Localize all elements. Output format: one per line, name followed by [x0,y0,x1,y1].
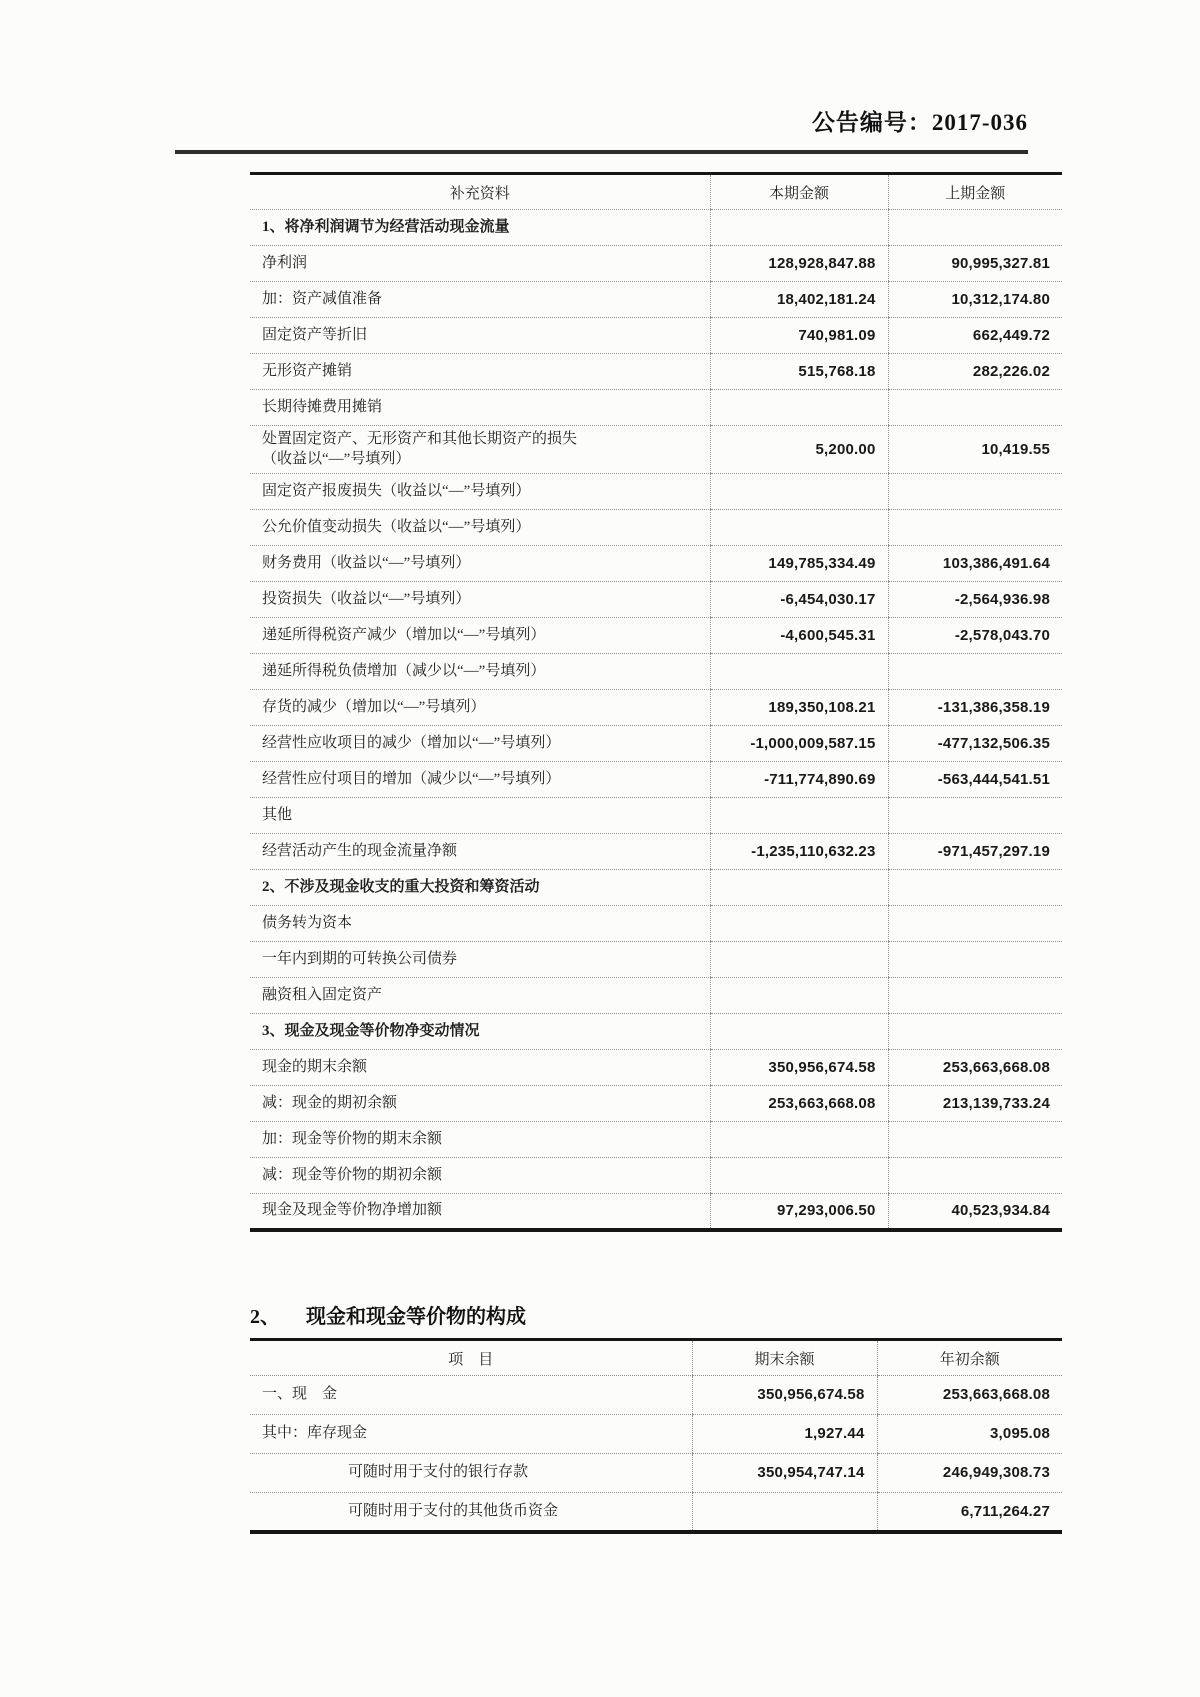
prior-amount: 282,226.02 [888,354,1062,390]
row-label [250,1122,710,1158]
table-row [250,870,1062,906]
table-header-row [250,174,1062,210]
row-label-text: 处置固定资产、无形资产和其他长期资产的损失 [262,431,578,447]
row-label-text: 一、现 金 [262,1386,338,1403]
row-label-text: 存货的减少（增加以“—”号填列） [262,698,486,715]
table-row [250,618,1062,654]
table-row [250,318,1062,354]
col-header-supplementary-info: 补充资料 [250,174,710,210]
prior-amount: 40,523,934.84 [888,1194,1062,1230]
current-amount: 350,956,674.58 [710,1050,888,1086]
current-amount [710,978,888,1014]
table-row [250,978,1062,1014]
prior-amount [888,978,1062,1014]
table-row [250,1493,1062,1532]
current-amount [710,1122,888,1158]
prior-amount: -131,386,358.19 [888,690,1062,726]
col-header-current-period-amount: 本期金额 [710,174,888,210]
prior-amount: 246,949,308.73 [877,1454,1062,1493]
table-row [250,1122,1062,1158]
prior-amount: -477,132,506.35 [888,726,1062,762]
row-label-text: 一年内到期的可转换公司债券 [262,950,458,967]
current-amount: -4,600,545.31 [710,618,888,654]
row-label [250,282,710,318]
table-row [250,510,1062,546]
current-amount [710,870,888,906]
row-label [250,1194,710,1230]
row-label [250,726,710,762]
current-amount: 149,785,334.49 [710,546,888,582]
prior-amount: -563,444,541.51 [888,762,1062,798]
current-amount: -6,454,030.17 [710,582,888,618]
row-label-text: 财务费用（收益以“—”号填列） [262,554,471,571]
table-row [250,354,1062,390]
table-row [250,546,1062,582]
current-amount: 97,293,006.50 [710,1194,888,1230]
row-label [250,654,710,690]
row-label [250,1086,710,1122]
table-row [250,798,1062,834]
row-label [250,318,710,354]
table-row [250,1376,1062,1415]
current-amount [710,906,888,942]
table-row [250,1454,1062,1493]
row-label [250,474,710,510]
col-header-prior-period-amount: 上期金额 [888,174,1062,210]
prior-amount: 90,995,327.81 [888,246,1062,282]
current-amount [710,654,888,690]
row-label-text: 可随时用于支付的其他货币资金 [348,1502,559,1519]
prior-amount: 103,386,491.64 [888,546,1062,582]
row-label-text: 投资损失（收益以“—”号填列） [262,590,471,607]
row-label-text: 加：现金等价物的期末余额 [262,1130,443,1147]
current-amount: 5,200.00 [710,426,888,474]
row-label [250,1493,692,1532]
row-label-text: 现金的期末余额 [262,1058,368,1075]
prior-amount: -971,457,297.19 [888,834,1062,870]
prior-amount [888,210,1062,246]
row-label-text: 3、现金及现金等价物净变动情况 [262,1022,480,1039]
table-row [250,1158,1062,1194]
row-label [250,798,710,834]
table-row [250,1194,1062,1230]
current-amount: 515,768.18 [710,354,888,390]
current-amount [710,1158,888,1194]
row-label-text: 融资租入固定资产 [262,986,383,1003]
table-row [250,654,1062,690]
prior-amount: 10,312,174.80 [888,282,1062,318]
prior-amount [888,474,1062,510]
row-label [250,870,710,906]
prior-amount: -2,564,936.98 [888,582,1062,618]
row-label-text: 经营活动产生的现金流量净额 [262,842,458,859]
table-row [250,690,1062,726]
row-label [250,354,710,390]
col-header-item: 项 目 [250,1340,692,1376]
row-label-text: 债务转为资本 [262,914,353,931]
announcement-number: 公告编号：2017-036 [811,110,1028,135]
row-label [250,690,710,726]
prior-amount: 6,711,264.27 [877,1493,1062,1532]
row-label-text: 递延所得税负债增加（减少以“—”号填列） [262,662,546,679]
current-amount: 253,663,668.08 [710,1086,888,1122]
row-label-text: 经营性应收项目的减少（增加以“—”号填列） [262,734,561,751]
row-label-text: 无形资产摊销 [262,362,353,379]
row-label-text: 递延所得税资产减少（增加以“—”号填列） [262,626,546,643]
row-label-text: 固定资产报废损失（收益以“—”号填列） [262,482,531,499]
row-label [250,510,710,546]
prior-amount [888,1014,1062,1050]
row-label-text: 其他 [262,806,293,823]
table-row [250,1086,1062,1122]
table-row [250,426,1062,474]
prior-amount: 662,449.72 [888,318,1062,354]
current-amount: -1,235,110,632.23 [710,834,888,870]
row-label-text: 固定资产等折旧 [262,326,368,343]
prior-amount: 253,663,668.08 [877,1376,1062,1415]
current-amount: 1,927.44 [692,1415,877,1454]
table-row [250,1014,1062,1050]
row-label [250,906,710,942]
current-amount [710,210,888,246]
row-label [250,210,710,246]
prior-amount [888,654,1062,690]
row-label [250,1454,692,1493]
current-amount: 189,350,108.21 [710,690,888,726]
section2-title: 现金和现金等价物的构成 [306,1306,526,1328]
row-label-text-line2: （收益以“—”号填列） [262,450,411,467]
current-amount [710,942,888,978]
prior-amount: 253,663,668.08 [888,1050,1062,1086]
row-label-text: 净利润 [262,254,308,271]
current-amount [692,1493,877,1532]
row-label-text: 减：现金等价物的期初余额 [262,1166,443,1183]
table-row [250,834,1062,870]
row-label [250,1158,710,1194]
cash-composition-table [250,1338,1062,1534]
current-amount [710,1014,888,1050]
current-amount: 350,954,747.14 [692,1454,877,1493]
table-row [250,246,1062,282]
table-row [250,282,1062,318]
current-amount: -711,774,890.69 [710,762,888,798]
current-amount [710,798,888,834]
prior-amount [888,906,1062,942]
table-header-row [250,1340,1062,1376]
row-label [250,546,710,582]
prior-amount [888,390,1062,426]
row-label-text: 其中：库存现金 [262,1425,368,1442]
row-label [250,1415,692,1454]
prior-amount [888,510,1062,546]
row-label [250,834,710,870]
section2-heading [250,1300,1062,1329]
row-label-text: 加：资产减值准备 [262,290,383,307]
row-label [250,1376,692,1415]
table-row [250,1050,1062,1086]
current-amount: 740,981.09 [710,318,888,354]
prior-amount: 3,095.08 [877,1415,1062,1454]
row-label [250,582,710,618]
table-row [250,474,1062,510]
section2-number: 2、 [250,1306,280,1328]
current-amount: 350,956,674.58 [692,1376,877,1415]
prior-amount: 10,419.55 [888,426,1062,474]
current-amount: 18,402,181.24 [710,282,888,318]
row-label-text: 经营性应付项目的增加（减少以“—”号填列） [262,770,561,787]
prior-amount [888,870,1062,906]
table-row [250,906,1062,942]
prior-amount: 213,139,733.24 [888,1086,1062,1122]
current-amount: 128,928,847.88 [710,246,888,282]
row-label-text: 减：现金的期初余额 [262,1094,398,1111]
row-label [250,618,710,654]
prior-amount: -2,578,043.70 [888,618,1062,654]
table-row [250,762,1062,798]
prior-amount [888,1158,1062,1194]
col-header-beginning-balance: 年初余额 [877,1340,1062,1376]
table-row [250,210,1062,246]
row-label [250,246,710,282]
table-row [250,942,1062,978]
current-amount [710,390,888,426]
row-label [250,978,710,1014]
prior-amount [888,942,1062,978]
prior-amount [888,798,1062,834]
current-amount [710,510,888,546]
table-row [250,726,1062,762]
row-label [250,1050,710,1086]
prior-amount [888,1122,1062,1158]
row-label [250,942,710,978]
row-label-text: 长期待摊费用摊销 [262,398,383,415]
table-row [250,582,1062,618]
supplementary-info-table [250,172,1062,1232]
col-header-ending-balance: 期末余额 [692,1340,877,1376]
table-row [250,1415,1062,1454]
row-label-text: 现金及现金等价物净增加额 [262,1202,443,1218]
current-amount: -1,000,009,587.15 [710,726,888,762]
row-label-text: 可随时用于支付的银行存款 [348,1464,529,1481]
row-label [250,426,710,474]
row-label [250,390,710,426]
current-amount [710,474,888,510]
header-divider [175,150,1028,154]
row-label [250,1014,710,1050]
row-label-text: 2、不涉及现金收支的重大投资和筹资活动 [262,878,540,895]
row-label [250,762,710,798]
table-row [250,390,1062,426]
row-label-text: 公允价值变动损失（收益以“—”号填列） [262,518,531,535]
row-label-text: 1、将净利润调节为经营活动现金流量 [262,218,510,235]
